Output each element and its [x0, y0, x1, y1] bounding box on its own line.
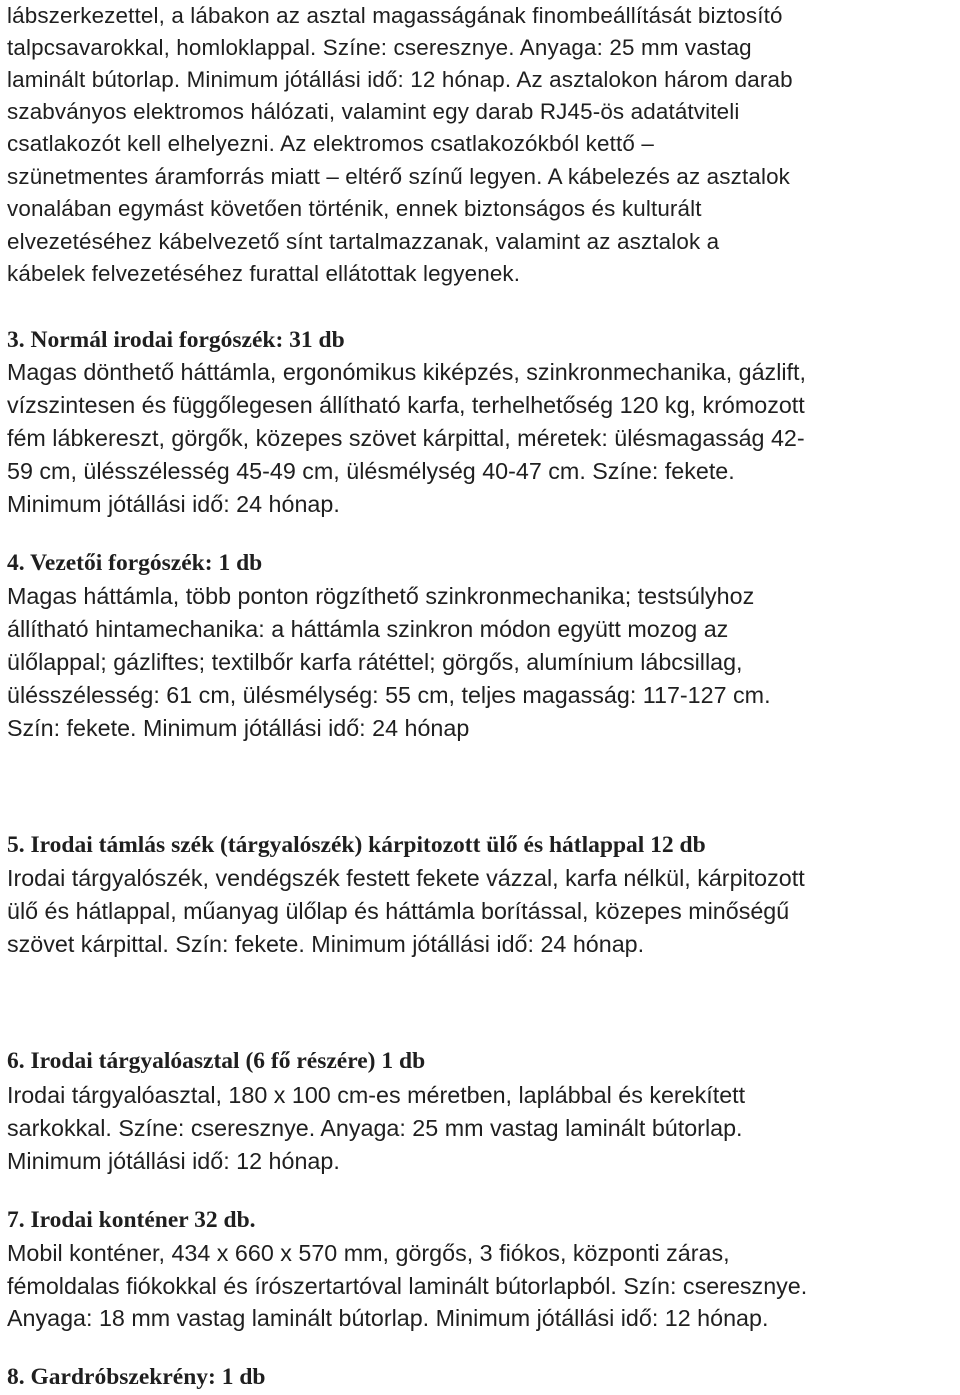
section-line: ülésszélesség: 61 cm, ülésmélység: 55 cm, teljes magasság: 117-127 cm. [7, 682, 771, 708]
intro-line: laminált bútorlap. Minimum jótállási idő: 12 hónap. Az asztalokon három darab [7, 67, 793, 92]
section-line: Irodai tárgyalószék, vendégszék festett fekete vázzal, karfa nélkül, kárpitozott [7, 865, 805, 891]
intro-line: kábelek felvezetéséhez furattal ellátottak legyenek. [7, 261, 521, 286]
section-heading: 8. Gardróbszekrény: 1 db [7, 1364, 266, 1390]
intro-line: elvezetéséhez kábelvezető sínt tartalmazzanak, valamint az asztalok a [7, 229, 720, 254]
intro-line: talpcsavarokkal, homloklappal. Színe: cseresznye. Anyaga: 25 mm vastag [7, 35, 752, 60]
section-line: Irodai tárgyalóasztal, 180 x 100 cm-es méretben, laplábbal és kerekített [7, 1082, 746, 1108]
section-line: Magas háttámla, több ponton rögzíthető szinkronmechanika; testsúlyhoz [7, 583, 755, 609]
section-line: szövet kárpittal. Szín: fekete. Minimum jótállási idő: 24 hónap. [7, 931, 645, 957]
section-line: sarkokkal. Színe: cseresznye. Anyaga: 25 mm vastag laminált bútorlap. [7, 1115, 743, 1141]
section-heading: 7. Irodai konténer 32 db. [7, 1207, 256, 1233]
intro-line: vonalában egymást követően történik, ennek biztonságos és kulturált [7, 196, 702, 221]
section-heading: 3. Normál irodai forgószék: 31 db [7, 327, 345, 353]
intro-line: szabványos elektromos hálózati, valamint egy darab RJ45-ös adatátviteli [7, 99, 740, 124]
section-line: állítható hintamechanika: a háttámla szinkron módon együtt mozog az [7, 616, 729, 642]
section-line: 59 cm, ülésszélesség 45-49 cm, ülésmélység 40-47 cm. Színe: fekete. [7, 458, 735, 484]
section-line: vízszintesen és függőlegesen állítható karfa, terhelhetőség 120 kg, krómozott [7, 392, 805, 418]
section-line: Minimum jótállási idő: 12 hónap. [7, 1148, 340, 1174]
section-line: ülőlappal; gázliftes; textilbőr karfa rátéttel; görgős, alumínium lábcsillag, [7, 649, 743, 675]
intro-line: szünetmentes áramforrás miatt – eltérő színű legyen. A kábelezés az asztalok [7, 164, 791, 189]
section-line: ülő és hátlappal, műanyag ülőlap és háttámla borítással, közepes minőségű [7, 898, 790, 924]
intro-line: lábszerkezettel, a lábakon az asztal magasságának finombeállítását biztosító [7, 3, 783, 28]
section-line: Minimum jótállási idő: 24 hónap. [7, 491, 340, 517]
section-line: Mobil konténer, 434 x 660 x 570 mm, görgős, 3 fiókos, központi záras, [7, 1240, 730, 1266]
section-line: Magas dönthető háttámla, ergonómikus kiképzés, szinkronmechanika, gázlift, [7, 359, 806, 385]
section-line: fém lábkereszt, görgők, közepes szövet kárpittal, méretek: ülésmagasság 42- [7, 425, 805, 451]
intro-line: csatlakozót kell elhelyezni. Az elektromos csatlakozókból kettő – [7, 131, 654, 156]
section-heading: 5. Irodai támlás szék (tárgyalószék) kárpitozott ülő és hátlappal 12 db [7, 832, 706, 858]
section-line: fémoldalas fiókokkal és írószertartóval laminált bútorlapból. Szín: cseresznye. [7, 1273, 808, 1299]
section-line: Anyaga: 18 mm vastag laminált bútorlap. Minimum jótállási idő: 12 hónap. [7, 1305, 769, 1331]
section-heading: 6. Irodai tárgyalóasztal (6 fő részére) 1 db [7, 1048, 426, 1074]
section-heading: 4. Vezetői forgószék: 1 db [7, 550, 263, 576]
section-line: Szín: fekete. Minimum jótállási idő: 24 hónap [7, 715, 470, 741]
